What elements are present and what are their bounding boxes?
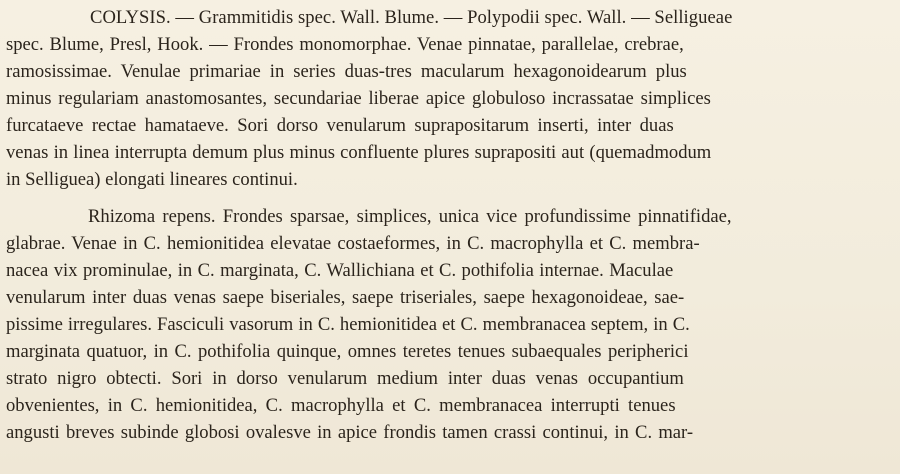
text-line: Rhizoma repens. Frondes sparsae, simplices, unica vice profundissime pinnatifidae,	[88, 206, 732, 227]
text-line: venas in linea interrupta demum plus minus confluente plures suprapositi aut (quemadmodum	[6, 142, 712, 163]
text-line: COLYSIS. — Grammitidis spec. Wall. Blume. — Polypodii spec. Wall. — Selligueae	[90, 7, 733, 28]
text-line: minus regulariam anastomosantes, secundariae liberae apice globuloso incrassatae simplices	[6, 88, 711, 109]
text-line: venularum inter duas venas saepe biseriales, saepe triseriales, saepe hexagonoideae, sae-	[6, 287, 685, 308]
text-line: spec. Blume, Presl, Hook. — Frondes monomorphae. Venae pinnatae, parallelae, crebrae,	[6, 34, 684, 55]
text-line: nacea vix prominulae, in C. marginata, C. Wallichiana et C. pothifolia internae. Maculae	[6, 260, 674, 281]
text-line: angusti breves subinde globosi ovalesve in apice frondis tamen crassi continui, in C. mar-	[6, 422, 694, 443]
text-line: glabrae. Venae in C. hemionitidea elevatae costaeformes, in C. macrophylla et C. membra-	[6, 233, 700, 254]
text-line: in Selliguea) elongati lineares continui.	[6, 169, 298, 190]
text-line: marginata quatuor, in C. pothifolia quinque, omnes teretes tenues subaequales peripherici	[6, 341, 689, 362]
text-line: obvenientes, in C. hemionitidea, C. macrophylla et C. membranacea interrupti tenues	[6, 395, 676, 416]
text-line: strato nigro obtecti. Sori in dorso venularum medium inter duas venas occupantium	[6, 368, 684, 389]
text-line: pissime irregulares. Fasciculi vasorum in C. hemionitidea et C. membranacea septem, in C.	[6, 314, 690, 335]
text-line: furcataeve rectae hamataeve. Sori dorso venularum suprapositarum inserti, inter duas	[6, 115, 674, 136]
text-line: ramosissimae. Venulae primariae in series duas-tres macularum hexagonoidearum plus	[6, 61, 687, 82]
